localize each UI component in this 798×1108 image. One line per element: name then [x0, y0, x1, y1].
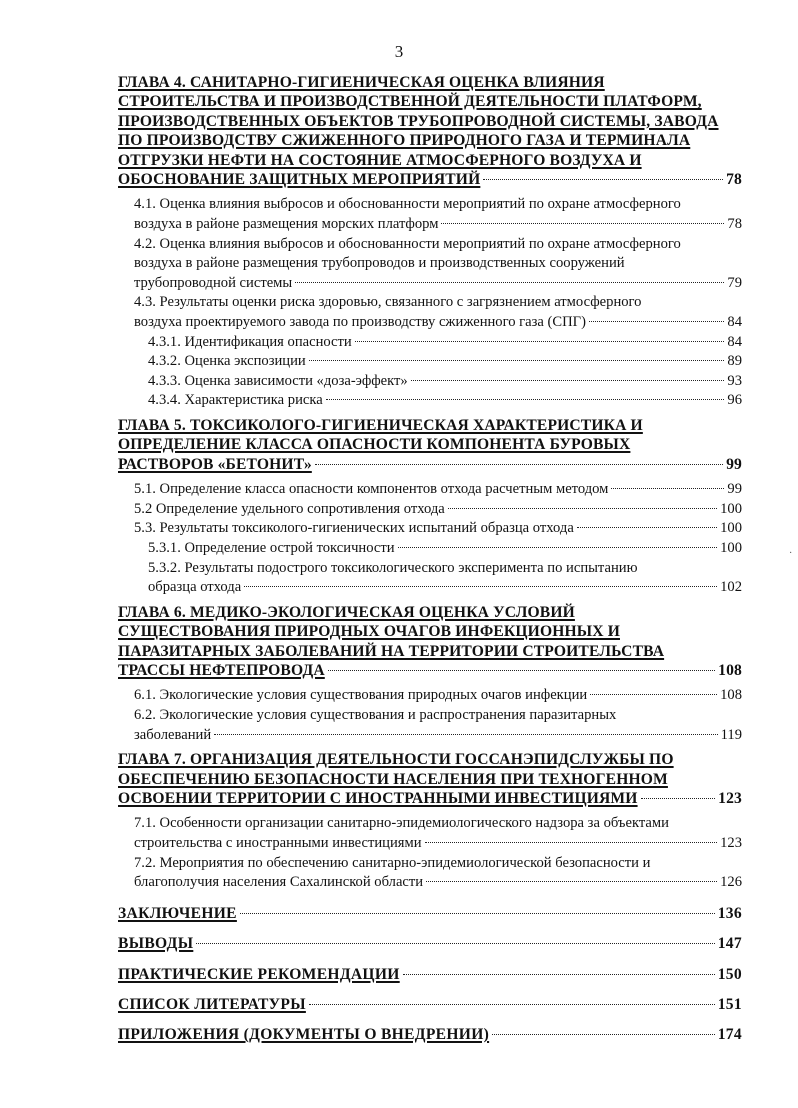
- chapter-title-line: ОТГРУЗКИ НЕФТИ НА СОСТОЯНИЕ АТМОСФЕРНОГО ВОЗДУХА И: [118, 151, 642, 169]
- dot-leader: [355, 341, 725, 342]
- back-entry-line: [118, 904, 742, 923]
- section-title-line: заболеваний: [134, 726, 212, 743]
- chapter-title-line: ОБЕСПЕЧЕНИЮ БЕЗОПАСНОСТИ НАСЕЛЕНИЯ ПРИ ТЕХНОГЕННОМ: [118, 770, 668, 788]
- page-ref: 108: [720, 687, 742, 704]
- section-entry-last-line: [134, 313, 742, 333]
- toc-section-7-1[interactable]: [118, 814, 742, 853]
- chapter-entry-last-line: [118, 170, 742, 189]
- chapter-title-line: СТРОИТЕЛЬСТВА И ПРОИЗВОДСТВЕННОЙ ДЕЯТЕЛЬНОСТИ ПЛАТФОРМ,: [118, 93, 702, 111]
- back-entry-title: ПРИЛОЖЕНИЯ (ДОКУМЕНТЫ О ВНЕДРЕНИИ): [118, 1026, 490, 1044]
- back-entry-line: [118, 1025, 742, 1044]
- toc-section-5-3[interactable]: [118, 519, 742, 539]
- chapter-title-line: ПО ПРОИЗВОДСТВУ СЖИЖЕННОГО ПРИРОДНОГО ГАЗА И ТЕРМИНАЛА: [118, 132, 691, 150]
- toc-chapter-7[interactable]: [118, 750, 742, 808]
- back-entry-line: [118, 934, 742, 953]
- page-ref: 93: [727, 372, 742, 389]
- section-title-line: 5.3. Результаты токсиколого-гигиенических испытаний образца отхода: [134, 520, 574, 537]
- chapter-title-line: ГЛАВА 5. ТОКСИКОЛОГО-ГИГИЕНИЧЕСКАЯ ХАРАКТЕРИСТИКА И: [118, 416, 643, 434]
- section-title-line: 6.1. Экологические условия существования природных очагов инфекции: [134, 687, 588, 704]
- toc-section-5-2[interactable]: [118, 500, 742, 520]
- chapter-title-line: ГЛАВА 6. МЕДИКО-ЭКОЛОГИЧЕСКАЯ ОЦЕНКА УСЛОВИЙ: [118, 603, 575, 621]
- page-ref: 78: [726, 171, 742, 189]
- section-title-line: 4.2. Оценка влияния выбросов и обоснованности мероприятий по охране атмосферного: [134, 235, 681, 252]
- dot-leader: [328, 670, 715, 671]
- section-title-line: 7.1. Особенности организации санитарно-эпидемиологического надзора за объектами: [134, 815, 669, 832]
- page-ref: 79: [727, 274, 742, 291]
- section-title-line: воздуха в районе размещения трубопроводов и производственных сооружений: [134, 255, 625, 272]
- back-entry-title: ВЫВОДЫ: [118, 935, 194, 953]
- section-entry-last-line: [134, 215, 742, 235]
- dot-leader: [589, 321, 724, 322]
- section-entry-last-line: [134, 500, 742, 520]
- toc-chapter-6[interactable]: [118, 603, 742, 681]
- section-title-line: 5.3.1. Определение острой токсичности: [148, 539, 395, 556]
- chapter-title-line: СУЩЕСТВОВАНИЯ ПРИРОДНЫХ ОЧАГОВ ИНФЕКЦИОННЫХ И: [118, 623, 620, 641]
- dot-leader: [309, 360, 725, 361]
- chapter-7-sections: [118, 814, 742, 892]
- toc-subsection-5-3-2[interactable]: [118, 559, 742, 598]
- dot-leader: [425, 842, 718, 843]
- dot-leader: [326, 399, 725, 400]
- page-ref: 100: [720, 500, 742, 517]
- dot-leader: [214, 734, 718, 735]
- toc-section-4-2[interactable]: [118, 235, 742, 294]
- chapter-title-line: ТРАССЫ НЕФТЕПРОВОДА: [118, 661, 325, 679]
- section-entry-last-line: [134, 519, 742, 539]
- toc-recommendations[interactable]: [118, 965, 742, 984]
- page-ref: 151: [717, 995, 742, 1013]
- dot-leader: [244, 586, 717, 587]
- chapter-title-line: ГЛАВА 7. ОРГАНИЗАЦИЯ ДЕЯТЕЛЬНОСТИ ГОССАНЭПИДСЛУЖБЫ ПО: [118, 751, 674, 769]
- page-ref: 136: [717, 904, 742, 922]
- page-ref: 102: [720, 579, 742, 596]
- section-title-line: 5.3.2. Результаты подострого токсикологического эксперимента по испытанию: [148, 559, 638, 576]
- dot-leader: [196, 943, 714, 944]
- dot-leader: [448, 508, 717, 509]
- toc-subsection-4-3-1[interactable]: [118, 333, 742, 353]
- section-title-line: 4.3. Результаты оценки риска здоровью, связанного с загрязнением атмосферного: [134, 294, 642, 311]
- section-title-line: благополучия населения Сахалинской области: [134, 874, 424, 891]
- page-ref: 119: [720, 726, 742, 743]
- toc-section-4-1[interactable]: [118, 195, 742, 234]
- section-title-line: 4.3.3. Оценка зависимости «доза-эффект»: [148, 372, 408, 389]
- page-ref: 96: [727, 392, 742, 409]
- section-entry-last-line: [148, 578, 742, 598]
- dot-leader: [426, 881, 717, 882]
- page-ref: 99: [727, 481, 742, 498]
- chapter-title-line: ОБОСНОВАНИЕ ЗАЩИТНЫХ МЕРОПРИЯТИЙ: [118, 171, 481, 189]
- back-entry-line: [118, 995, 742, 1014]
- back-entry-title: СПИСОК ЛИТЕРАТУРЫ: [118, 995, 306, 1013]
- chapter-entry-last-line: [118, 455, 742, 474]
- section-title-line: 4.3.2. Оценка экспозиции: [148, 353, 306, 370]
- dot-leader: [492, 1034, 715, 1035]
- chapter-entry-last-line: [118, 661, 742, 680]
- page-ref: 99: [726, 455, 742, 473]
- section-entry-last-line: [148, 352, 742, 372]
- dot-leader: [611, 488, 724, 489]
- toc-conclusion[interactable]: [118, 904, 742, 923]
- page-ref: 150: [717, 965, 742, 983]
- section-title-line: воздуха проектируемого завода по производству сжиженного газа (СПГ): [134, 314, 586, 330]
- chapter-title-line: ОПРЕДЕЛЕНИЕ КЛАССА ОПАСНОСТИ КОМПОНЕНТА БУРОВЫХ: [118, 436, 631, 454]
- dot-leader: [577, 527, 717, 528]
- table-of-contents: [118, 73, 742, 1045]
- toc-findings[interactable]: [118, 934, 742, 953]
- toc-section-6-2[interactable]: [118, 706, 742, 745]
- section-entry-last-line: [148, 333, 742, 353]
- section-title-line: 5.1. Определение класса опасности компонентов отхода расчетным методом: [134, 481, 609, 498]
- section-entry-last-line: [148, 391, 742, 411]
- dot-leader: [403, 974, 715, 975]
- toc-subsection-4-3-3[interactable]: [118, 372, 742, 392]
- section-entry-last-line: [134, 274, 742, 294]
- page-ref: 100: [720, 539, 742, 556]
- section-entry-last-line: [134, 480, 742, 500]
- toc-section-6-1[interactable]: [118, 686, 742, 706]
- back-entry-title: ПРАКТИЧЕСКИЕ РЕКОМЕНДАЦИИ: [118, 965, 400, 983]
- section-title-line: 7.2. Мероприятия по обеспечению санитарно-эпидемиологической безопасности и: [134, 854, 651, 871]
- dot-leader: [411, 380, 725, 381]
- scan-artifact-mark: ·: [789, 548, 793, 559]
- page-ref: 89: [727, 353, 742, 370]
- page-ref: 123: [718, 789, 742, 807]
- section-entry-last-line: [134, 873, 742, 893]
- chapter-6-sections: [118, 686, 742, 745]
- toc-references[interactable]: [118, 995, 742, 1014]
- toc-subsection-4-3-2[interactable]: [118, 352, 742, 372]
- dot-leader: [641, 798, 716, 799]
- section-entry-last-line: [134, 686, 742, 706]
- chapter-title-line: ПАРАЗИТАРНЫХ ЗАБОЛЕВАНИЙ НА ТЕРРИТОРИИ СТРОИТЕЛЬСТВА: [118, 642, 665, 660]
- page-ref: 108: [718, 661, 742, 679]
- page-ref: 100: [720, 520, 742, 537]
- section-entry-last-line: [134, 834, 742, 854]
- page-number: 3: [394, 42, 404, 61]
- back-entry-line: [118, 965, 742, 984]
- section-title-line: трубопроводной системы: [134, 274, 293, 291]
- toc-subsection-5-3-1[interactable]: [118, 539, 742, 559]
- section-entry-last-line: [148, 539, 742, 559]
- section-title-line: 6.2. Экологические условия существования и распространения паразитарных: [134, 706, 617, 723]
- section-title-line: воздуха в районе размещения морских платформ: [134, 216, 439, 233]
- chapter-title-line: ГЛАВА 4. САНИТАРНО-ГИГИЕНИЧЕСКАЯ ОЦЕНКА ВЛИЯНИЯ: [118, 74, 605, 91]
- chapter-title-line: ПРОИЗВОДСТВЕННЫХ ОБЪЕКТОВ ТРУБОПРОВОДНОЙ СИСТЕМЫ, ЗАВОДА: [118, 112, 719, 130]
- page-ref: 84: [727, 333, 742, 350]
- dot-leader: [240, 913, 715, 914]
- dot-leader: [309, 1004, 715, 1005]
- toc-section-4-3[interactable]: [118, 293, 742, 332]
- dot-leader: [590, 694, 717, 695]
- section-title-line: строительства с иностранными инвестициями: [134, 834, 422, 851]
- dot-leader: [483, 179, 723, 180]
- section-entry-last-line: [134, 726, 742, 746]
- dot-leader: [398, 547, 718, 548]
- toc-subsection-4-3-4[interactable]: [118, 391, 742, 411]
- page-ref: 147: [717, 935, 742, 953]
- toc-appendices[interactable]: [118, 1025, 742, 1044]
- chapter-title-line: РАСТВОРОВ «БЕТОНИТ»: [118, 455, 312, 473]
- page-ref: 123: [720, 834, 742, 851]
- toc-chapter-4[interactable]: [118, 73, 742, 189]
- dot-leader: [295, 282, 724, 283]
- section-title-line: образца отхода: [148, 579, 242, 596]
- toc-section-5-1[interactable]: [118, 480, 742, 500]
- chapter-entry-last-line: [118, 789, 742, 808]
- page-ref: 84: [727, 314, 742, 330]
- back-entry-title: ЗАКЛЮЧЕНИЕ: [118, 904, 237, 922]
- toc-section-7-2[interactable]: [118, 854, 742, 893]
- page-ref: 78: [727, 216, 742, 233]
- section-title-line: 4.3.1. Идентификация опасности: [148, 333, 352, 350]
- section-entry-last-line: [148, 372, 742, 392]
- dot-leader: [441, 223, 724, 224]
- dot-leader: [315, 464, 723, 465]
- chapter-5-sections: [118, 480, 742, 598]
- toc-chapter-5[interactable]: [118, 416, 742, 474]
- section-title-line: 4.1. Оценка влияния выбросов и обоснованности мероприятий по охране атмосферного: [134, 196, 681, 213]
- chapter-title-line: ОСВОЕНИИ ТЕРРИТОРИИ С ИНОСТРАННЫМИ ИНВЕСТИЦИЯМИ: [118, 789, 638, 807]
- section-title-line: 4.3.4. Характеристика риска: [148, 392, 323, 409]
- section-title-line: 5.2 Определение удельного сопротивления отхода: [134, 500, 445, 517]
- page-ref: 126: [720, 874, 742, 891]
- chapter-4-sections: [118, 195, 742, 411]
- page-ref: 174: [717, 1026, 742, 1044]
